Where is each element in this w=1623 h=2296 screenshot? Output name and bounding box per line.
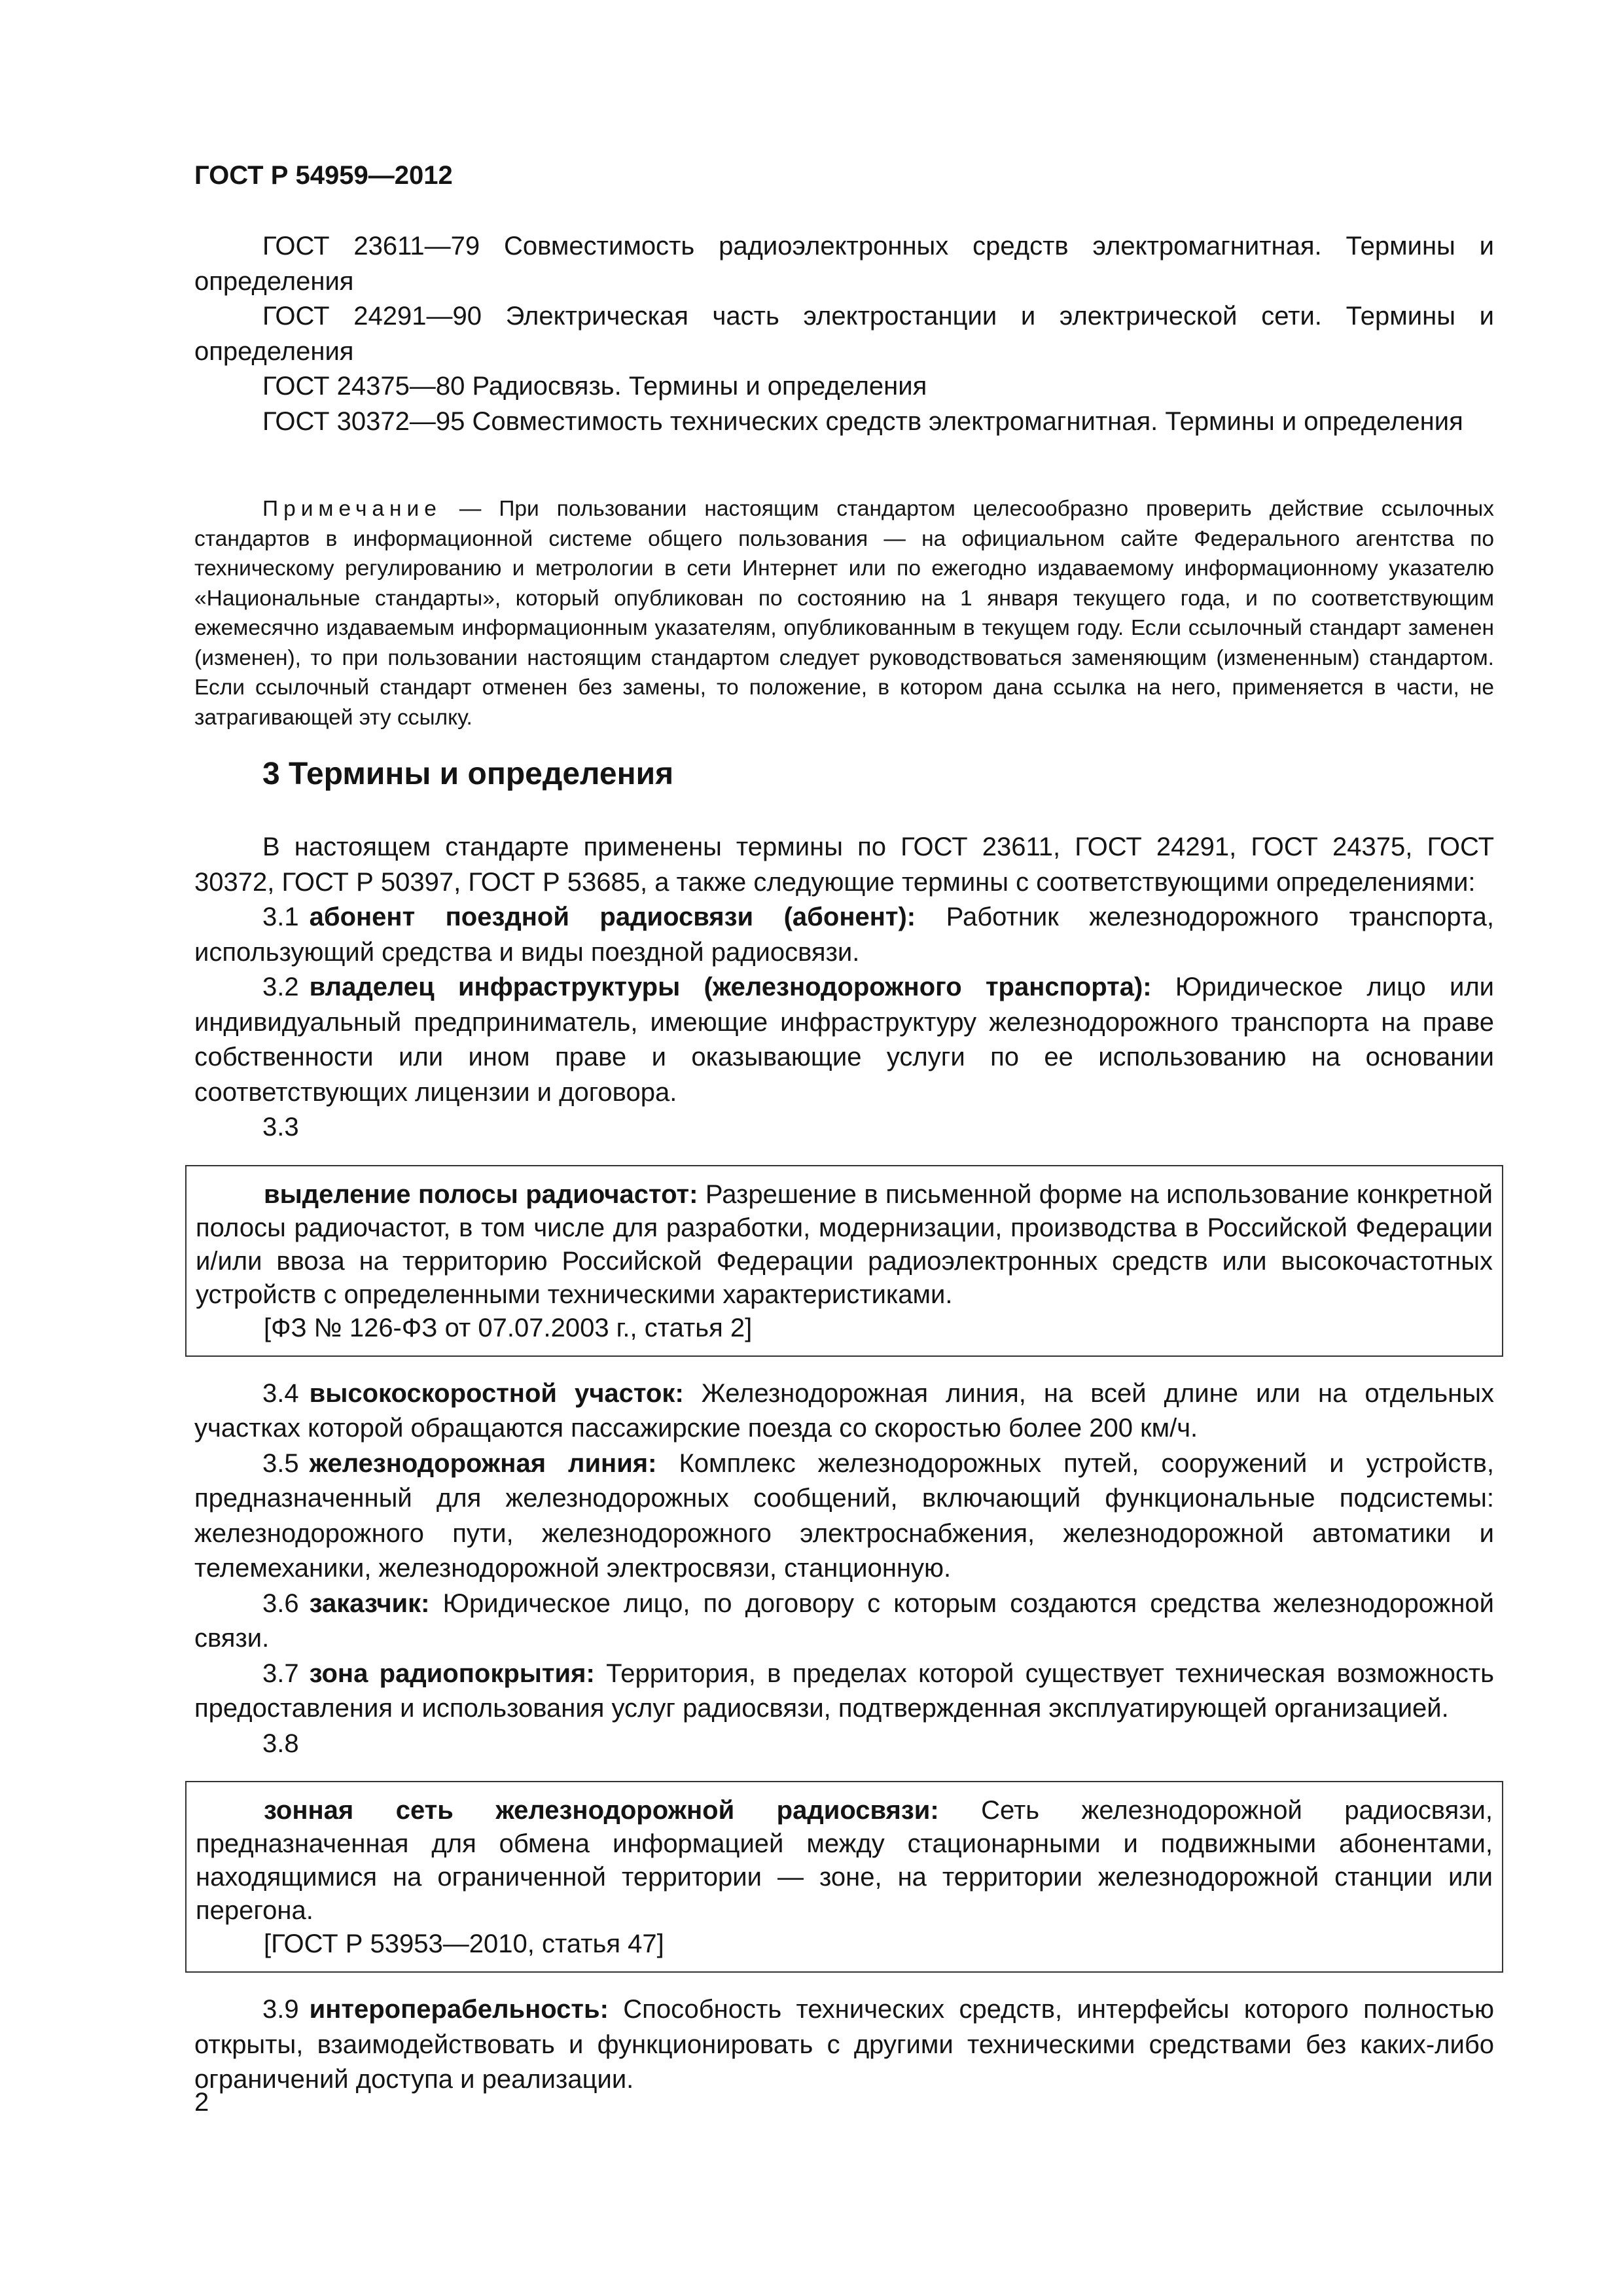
term-name: зона радиопокрытия: — [309, 1659, 595, 1688]
document-page — [194, 0, 1494, 2296]
term-entry — [194, 1376, 1494, 1446]
term-name: железнодорожная линия: — [309, 1448, 657, 1478]
reference-item: ГОСТ 24375—80 Радиосвязь. Термины и определения — [262, 372, 927, 401]
term-name: заказчик: — [309, 1588, 430, 1618]
quoted-term-box — [185, 1165, 1503, 1357]
term-number: 3.6 — [262, 1588, 299, 1618]
term-entry — [194, 1446, 1494, 1587]
term-name: зонная сеть железнодорожной радиосвязи: — [264, 1796, 939, 1825]
term-source: [ФЗ № 126-ФЗ от 07.07.2003 г., статья 2] — [264, 1313, 753, 1342]
term-name: выделение полосы радиочастот: — [264, 1179, 698, 1209]
term-source: [ГОСТ Р 53953—2010, статья 47] — [264, 1929, 664, 1958]
term-entry — [196, 1794, 1493, 1928]
term-name: интероперабельность: — [309, 1995, 609, 2024]
note-paragraph — [194, 494, 1494, 732]
note-text: — При пользовании настоящим стандартом целесообразно проверить действие ссылочных стандартов в информационной системе общего пользования — на официальном сайте Федерального агентства по техническому регулированию и метрологии в сети Интернет или по ежегодно издаваемому информационному указателю «Национальные стандарты», который опубликован по состоянию на 1 января текущего года, и по соответствующим ежемесячно издаваемым информационным указателям, опубликованным в текущем году. Если ссылочный стандарт заменен (изменен), то при пользовании настоящим стандартом следует руководствоваться заменяющим (измененным) стандартом. Если ссылочный стандарт отменен без замены, то положение, в котором дана ссылка на него, применяется в части, не затрагивающей эту ссылку. — [194, 497, 1494, 730]
term-entry — [194, 900, 1494, 970]
term-definition: Комплекс железнодорожных путей, сооружений и устройств, предназначенный для железнодорожных сообщений, включающий функциональные подсистемы: железнодорожного пути, железнодорожного электроснабжения, железнодорожной автоматики и телемеханики, железнодорожной электросвязи, станционную. — [194, 1448, 1495, 1583]
reference-item: ГОСТ 24291—90 Электрическая часть электростанции и электрической сети. Термины и определения — [194, 302, 1494, 366]
term-entry — [194, 970, 1494, 1110]
quoted-term-box — [185, 1781, 1503, 1973]
term-definition: Способность технических средств, интерфейсы которого полностью открыты, взаимодействовать и функционировать с другими техническими средствами без каких-либо ограничений доступа и реализации. — [194, 1995, 1494, 2094]
term-entry — [194, 1992, 1494, 2098]
term-number: 3.7 — [262, 1659, 299, 1688]
term-entry — [194, 1587, 1494, 1657]
document-header: ГОСТ Р 54959—2012 — [194, 161, 453, 190]
term-number: 3.1 — [262, 903, 299, 931]
term-definition: Юридическое лицо или индивидуальный предприниматель, имеющие инфраструктуру железнодорожного транспорта на праве собственности или ином праве и оказывающие услуги по ее использованию на основании соответствующих лицензии и договора. — [194, 973, 1494, 1107]
term-definition: Железнодорожная линия, на всей длине или на отдельных участках которой обращаются пассажирские поезда со скоростью более 200 км/ч. — [194, 1378, 1494, 1443]
term-definition: Сеть железнодорожной радиосвязи, предназначенная для обмена информацией между стационарными и подвижными абонентами, находящимися на ограниченной территории — зоне, на территории железнодорожной станции или перегона. — [196, 1796, 1493, 1925]
normative-references — [194, 229, 1494, 439]
term-number: 3.9 — [262, 1995, 299, 2024]
term-name: абонент поездной радиосвязи (абонент): — [309, 903, 916, 931]
term-definition: Работник железнодорожного транспорта, использующий средства и виды поездной радиосвязи. — [194, 903, 1495, 967]
section-intro: В настоящем стандарте применены термины по ГОСТ 23611, ГОСТ 24291, ГОСТ 24375, ГОСТ 30372, ГОСТ Р 50397, ГОСТ Р 53685, а также следующие термины с соответствующими определениями: — [194, 833, 1494, 897]
note-label: Примечание — [262, 497, 442, 521]
term-number: 3.4 — [262, 1378, 299, 1408]
term-definition: Территория, в пределах которой существует техническая возможность предоставления и использования услуг радиосвязи, подтвержденная эксплуатирующей организацией. — [194, 1659, 1494, 1723]
reference-item: ГОСТ 30372—95 Совместимость технических средств электромагнитная. Термины и определения — [262, 406, 1463, 436]
term-number: 3.2 — [262, 973, 299, 1001]
term-definition: Юридическое лицо, по договору с которым создаются средства железнодорожной связи. — [194, 1588, 1494, 1653]
term-number-line: 3.8 — [262, 1729, 299, 1758]
term-name: высокоскоростной участок: — [309, 1378, 684, 1408]
term-number-line: 3.3 — [262, 1113, 299, 1141]
section-title: 3 Термины и определения — [262, 757, 674, 791]
reference-item: ГОСТ 23611—79 Совместимость радиоэлектронных средств электромагнитная. Термины и определения — [194, 232, 1494, 296]
terms-list — [194, 830, 1494, 2098]
term-entry — [196, 1178, 1493, 1312]
page-number: 2 — [194, 2088, 209, 2117]
term-name: владелец инфраструктуры (железнодорожного транспорта): — [309, 973, 1152, 1001]
term-definition: Разрешение в письменной форме на использование конкретной полосы радиочастот, в том числе для разработки, модернизации, производства в Российской Федерации и/или ввоза на территорию Российской Федерации радиоэлектронных средств или высокочастотных устройств с определенными техническими характеристиками. — [196, 1179, 1493, 1309]
term-entry — [194, 1657, 1494, 1727]
term-number: 3.5 — [262, 1448, 299, 1478]
